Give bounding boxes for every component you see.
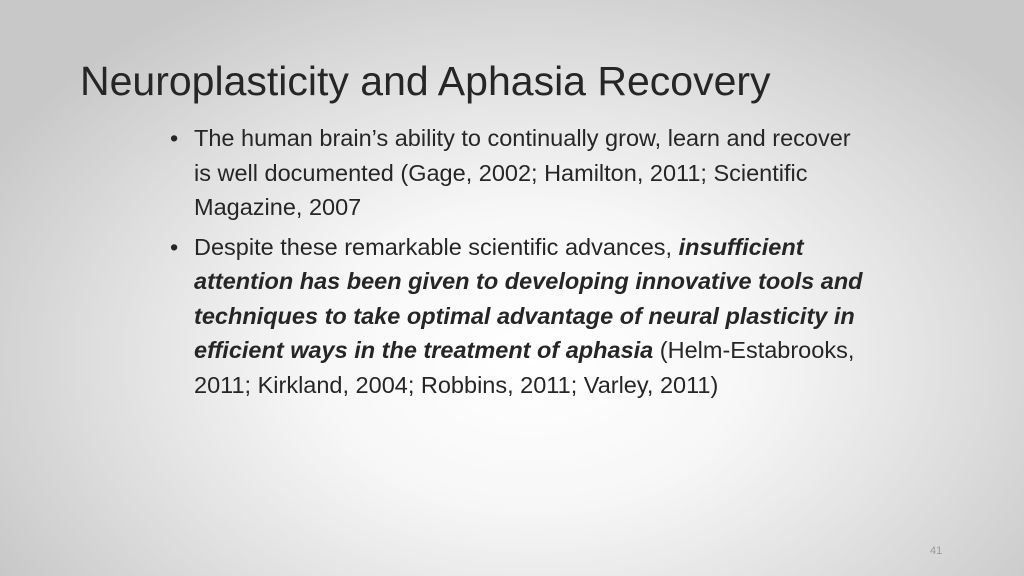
bullet-item-scientific-advances bbox=[170, 230, 870, 403]
bullet-dot-icon: • bbox=[170, 233, 179, 260]
slide-title: Neuroplasticity and Aphasia Recovery bbox=[80, 58, 771, 104]
bullet-text-emphasis: insufficient attention has been given to developing innovative tools and techniques to take optimal advantage of neural plasticity in efficient ways in the treatment of aphasia bbox=[194, 233, 863, 363]
bullet-text-before: Despite these remarkable scientific advances, bbox=[194, 233, 679, 260]
page-number: 41 bbox=[930, 545, 943, 557]
bullet-text: The human brain’s ability to continually grow, learn and recover is well documented (Gage, 2002; Hamilton, 2011; Scientific Magazine, 2007 bbox=[194, 125, 851, 220]
bullet-list bbox=[170, 121, 870, 407]
bullet-dot-icon: • bbox=[170, 125, 179, 151]
bullet-text-after: (Helm-Estabrooks, 2011; Kirkland, 2004; Robbins, 2011; Varley, 2011) bbox=[194, 337, 855, 398]
bullet-item-brain-ability bbox=[170, 121, 870, 225]
